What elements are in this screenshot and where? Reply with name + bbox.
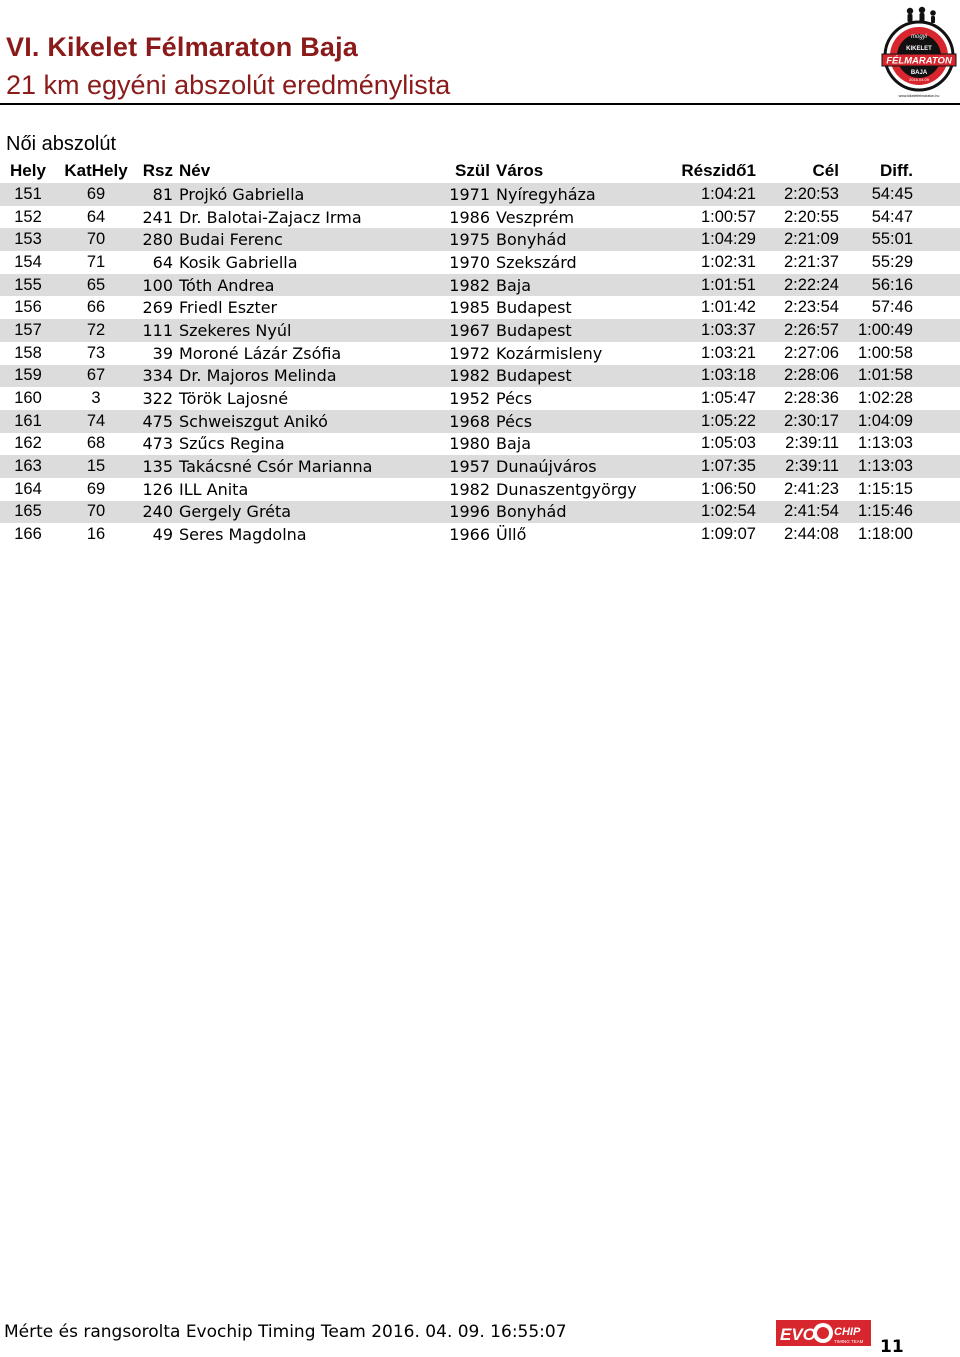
cell-rsz: 49 [152,525,173,545]
col-header-spacer [916,159,960,183]
table-row [0,523,960,546]
cell-varos: Dunaújváros [493,455,653,478]
col-header-reszido: Részidő1 [681,161,756,180]
cell-varos: Szekszárd [496,252,577,272]
cell-hely: 161 [0,410,56,433]
cell-cel: 2:27:06 [783,343,839,362]
cell-nev: Friedl Eszter [179,298,278,318]
table-header-row [0,159,960,183]
cell-rsz: 100 [136,274,176,297]
page-number: 11 [880,1337,904,1357]
logo-url-text: www.kikeletfelmaraton.hu [898,94,940,98]
cell-rsz: 334 [136,365,176,388]
cell-varos: Nyíregyháza [493,183,653,206]
footer-text: Mérte és rangsorolta Evochip Timing Team 2016. 04. 09. 16:55:07 [4,1322,567,1342]
table-row [0,433,960,456]
header-divider [0,103,960,105]
cell-nev: Kosik Gabriella [179,252,298,272]
cell-cel: 2:44:08 [783,525,839,544]
cell-cel: 2:22:24 [759,274,842,297]
col-header-hely: Hely [10,161,46,180]
logo-top-text: mogyi [910,34,928,40]
logo-date-text: 2016.04.09 [908,77,930,82]
cell-szul: 1970 [449,252,490,272]
table-row [0,387,960,410]
table-row [0,296,960,319]
cell-cel: 2:20:53 [759,183,842,206]
cell-szul: 1957 [436,455,493,478]
cell-nev: Takácsné Csór Marianna [176,455,436,478]
cell-szul: 1968 [436,410,493,433]
cell-hely: 153 [0,228,56,251]
cell-varos: Baja [493,274,653,297]
cell-rsz: 280 [136,228,176,251]
cell-rsz: 475 [136,410,176,433]
section-title: Női abszolút [6,133,117,155]
cell-spacer [916,183,960,206]
cell-szul: 1967 [436,319,493,342]
cell-hely: 166 [14,525,42,544]
cell-cel: 2:39:11 [785,434,839,453]
cell-nev: Török Lajosné [179,389,289,409]
cell-varos: Budapest [493,319,653,342]
cell-hely: 152 [14,207,42,226]
col-header-nev: Név [179,161,211,180]
cell-diff: 54:47 [871,207,913,226]
evochip-logo [776,1320,871,1346]
cell-kathely: 15 [56,455,136,478]
cell-szul: 1952 [449,389,490,409]
cell-cel: 2:21:37 [783,252,839,271]
cell-varos: Üllő [496,525,527,545]
cell-varos: Budapest [496,298,572,318]
cell-szul: 1982 [436,365,493,388]
logo-main-text: FÉLMARATON [886,55,952,67]
page-subtitle: 21 km egyéni abszolút eredménylista [6,70,451,100]
timing-team-text: TIMING TEAM [834,1339,864,1344]
cell-spacer [916,523,960,546]
cell-nev: Szekeres Nyúl [176,319,436,342]
cell-kathely: 68 [86,434,106,453]
cell-varos: Veszprém [496,207,575,227]
cell-diff: 1:00:58 [857,343,913,362]
cell-spacer [916,410,960,433]
cell-szul: 1966 [449,525,490,545]
table-row [0,410,960,433]
cell-szul: 1982 [449,479,490,499]
cell-szul: 1971 [436,183,493,206]
col-header-varos: Város [496,161,544,180]
cell-spacer [916,365,960,388]
cell-diff: 55:01 [842,228,916,251]
cell-diff: 55:29 [871,252,913,271]
cell-diff: 56:16 [842,274,916,297]
cell-rsz: 39 [152,343,173,363]
cell-rsz: 81 [136,183,176,206]
col-header-diff: Diff. [879,161,913,180]
cell-spacer [916,228,960,251]
cell-spacer [916,274,960,297]
cell-spacer [916,387,960,410]
cell-hely: 151 [0,183,56,206]
cell-varos: Bonyhád [493,501,653,524]
table-row [0,228,960,251]
cell-diff: 1:15:46 [842,501,916,524]
table-row [0,319,960,342]
cell-diff: 57:46 [871,298,913,317]
table-row [0,501,960,524]
cell-szul: 1985 [449,298,490,318]
cell-reszido: 1:04:21 [653,183,759,206]
cell-spacer [916,501,960,524]
cell-rsz: 135 [136,455,176,478]
cell-szul: 1980 [449,434,490,454]
cell-reszido: 1:05:03 [700,434,756,453]
cell-cel: 2:23:54 [783,298,839,317]
cell-szul: 1986 [449,207,490,227]
cell-diff: 1:04:09 [842,410,916,433]
cell-diff: 1:00:49 [842,319,916,342]
cell-reszido: 1:02:31 [700,252,756,271]
cell-diff: 1:15:15 [857,479,913,498]
cell-varos: Pécs [496,389,533,409]
cell-varos: Budapest [493,365,653,388]
cell-nev: Budai Ferenc [176,228,436,251]
cell-reszido: 1:01:51 [653,274,759,297]
cell-szul: 1972 [449,343,490,363]
evo-logo-text: EVO [780,1325,816,1344]
cell-rsz: 269 [142,298,173,318]
cell-szul: 1982 [436,274,493,297]
cell-cel: 2:41:54 [759,501,842,524]
cell-cel: 2:21:09 [759,228,842,251]
col-header-cel: Cél [812,161,839,180]
results-body [0,183,960,546]
table-row [0,183,960,206]
cell-hely: 158 [14,343,42,362]
table-row [0,455,960,478]
cell-hely: 160 [14,389,42,408]
cell-kathely: 70 [56,228,136,251]
cell-spacer [916,478,960,501]
cell-hely: 162 [14,434,42,453]
table-row [0,274,960,297]
table-row [0,251,960,274]
cell-rsz: 322 [142,389,173,409]
cell-rsz: 240 [136,501,176,524]
race-logo [880,4,958,100]
cell-cel: 2:41:23 [783,479,839,498]
col-header-kathely: KatHely [64,161,128,180]
cell-cel: 2:39:11 [759,455,842,478]
cell-nev: ILL Anita [179,479,249,499]
cell-nev: Moroné Lázár Zsófia [179,343,342,363]
page-title: VI. Kikelet Félmaraton Baja [6,32,359,62]
cell-reszido: 1:05:22 [653,410,759,433]
cell-cel: 2:30:17 [759,410,842,433]
cell-kathely: 70 [56,501,136,524]
cell-reszido: 1:06:50 [700,479,756,498]
cell-spacer [916,455,960,478]
cell-hely: 163 [0,455,56,478]
cell-reszido: 1:07:35 [653,455,759,478]
cell-rsz: 473 [142,434,173,454]
cell-reszido: 1:03:37 [653,319,759,342]
cell-hely: 155 [0,274,56,297]
cell-szul: 1975 [436,228,493,251]
cell-reszido: 1:03:18 [653,365,759,388]
cell-hely: 154 [14,252,42,271]
cell-varos: Pécs [493,410,653,433]
cell-reszido: 1:03:21 [700,343,756,362]
cell-szul: 1996 [436,501,493,524]
cell-kathely: 16 [86,525,106,544]
cell-cel: 2:26:57 [759,319,842,342]
cell-kathely: 67 [56,365,136,388]
cell-varos: Kozármisleny [496,343,603,363]
table-row [0,206,960,229]
cell-varos: Baja [496,434,532,454]
cell-diff: 1:01:58 [842,365,916,388]
cell-nev: Szűcs Regina [179,434,285,454]
cell-spacer [916,296,960,319]
cell-varos: Dunaszentgyörgy [496,479,637,499]
cell-spacer [916,251,960,274]
cell-reszido: 1:00:57 [700,207,756,226]
cell-kathely: 64 [86,207,106,226]
cell-reszido: 1:09:07 [700,525,756,544]
cell-kathely: 69 [86,479,106,498]
chip-logo-text: CHIP [834,1326,861,1338]
cell-kathely: 69 [56,183,136,206]
cell-hely: 165 [0,501,56,524]
cell-nev: Dr. Balotai-Zajacz Irma [179,207,362,227]
cell-reszido: 1:04:29 [653,228,759,251]
cell-kathely: 73 [86,343,106,362]
cell-nev: Projkó Gabriella [176,183,436,206]
logo-kikelet-text: KIKELET [906,46,932,52]
cell-varos: Bonyhád [493,228,653,251]
cell-nev: Seres Magdolna [179,525,307,545]
results-table [0,159,960,546]
table-row [0,478,960,501]
cell-kathely: 65 [56,274,136,297]
cell-rsz: 111 [136,319,176,342]
cell-hely: 157 [0,319,56,342]
cell-hely: 164 [14,479,42,498]
cell-diff: 1:13:03 [842,455,916,478]
cell-kathely: 71 [86,252,106,271]
cell-kathely: 72 [56,319,136,342]
cell-nev: Dr. Majoros Melinda [176,365,436,388]
cell-reszido: 1:05:47 [700,389,756,408]
cell-nev: Gergely Gréta [176,501,436,524]
col-header-szul: Szül [455,161,490,180]
table-row [0,365,960,388]
cell-diff: 1:13:03 [857,434,913,453]
cell-nev: Schweiszgut Anikó [176,410,436,433]
cell-spacer [916,433,960,456]
col-header-rsz: Rsz [142,161,173,180]
cell-hely: 159 [0,365,56,388]
cell-spacer [916,206,960,229]
logo-city-text: BAJA [910,70,928,76]
cell-reszido: 1:01:42 [700,298,756,317]
cell-spacer [916,342,960,365]
cell-kathely: 74 [56,410,136,433]
cell-cel: 2:28:06 [759,365,842,388]
cell-reszido: 1:02:54 [653,501,759,524]
table-row [0,342,960,365]
cell-cel: 2:20:55 [783,207,839,226]
cell-kathely: 3 [91,389,101,408]
cell-kathely: 66 [86,298,106,317]
cell-rsz: 241 [142,207,173,227]
cell-nev: Tóth Andrea [176,274,436,297]
cell-diff: 1:02:28 [857,389,913,408]
cell-diff: 1:18:00 [857,525,913,544]
cell-hely: 156 [14,298,42,317]
cell-rsz: 126 [142,479,173,499]
cell-rsz: 64 [152,252,173,272]
cell-spacer [916,319,960,342]
cell-cel: 2:28:36 [783,389,839,408]
cell-diff: 54:45 [842,183,916,206]
